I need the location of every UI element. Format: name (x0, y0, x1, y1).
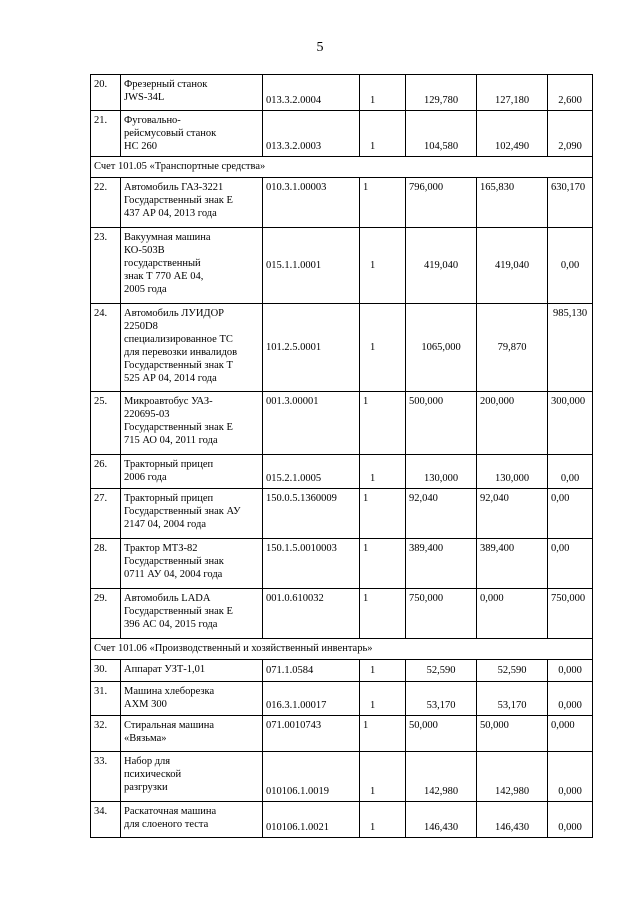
quantity-cell: 1 (360, 802, 406, 838)
depreciation-cell: 165,830 (477, 178, 548, 228)
item-name-cell: Тракторный прицеп 2006 года (121, 455, 263, 489)
book-value-cell: 500,000 (406, 392, 477, 455)
row-number-cell: 32. (91, 716, 121, 752)
residual-value-cell: 300,000 (548, 392, 593, 455)
inventory-code-cell: 013.3.2.0004 (263, 75, 360, 111)
inventory-code-cell: 101.2.5.0001 (263, 304, 360, 392)
quantity-cell: 1 (360, 716, 406, 752)
quantity-cell: 1 (360, 392, 406, 455)
book-value-cell: 750,000 (406, 589, 477, 639)
item-name-cell: Трактор МТЗ-82 Государственный знак 0711 АУ 04, 2004 года (121, 539, 263, 589)
inventory-code-cell: 015.1.1.0001 (263, 228, 360, 304)
depreciation-cell: 200,000 (477, 392, 548, 455)
depreciation-cell: 53,170 (477, 682, 548, 716)
item-name-cell: Фуговально- рейсмусовый станок НС 260 (121, 111, 263, 157)
residual-value-cell: 985,130 (548, 304, 593, 392)
item-name-cell: Автомобиль ГАЗ-3221 Государственный знак Е 437 АР 04, 2013 года (121, 178, 263, 228)
inventory-code-cell: 010.3.1.00003 (263, 178, 360, 228)
item-name-cell: Стиральная машина «Вязьма» (121, 716, 263, 752)
book-value-cell: 52,590 (406, 660, 477, 682)
section-row (91, 639, 593, 660)
row-number-cell: 25. (91, 392, 121, 455)
table-row (91, 660, 593, 682)
quantity-cell: 1 (360, 752, 406, 802)
row-number-cell: 33. (91, 752, 121, 802)
item-name-cell: Машина хлеборезка АХМ 300 (121, 682, 263, 716)
depreciation-cell: 50,000 (477, 716, 548, 752)
residual-value-cell: 0,00 (548, 539, 593, 589)
book-value-cell: 92,040 (406, 489, 477, 539)
row-number-cell: 26. (91, 455, 121, 489)
quantity-cell: 1 (360, 111, 406, 157)
book-value-cell: 419,040 (406, 228, 477, 304)
item-name-cell: Аппарат УЗТ-1,01 (121, 660, 263, 682)
quantity-cell: 1 (360, 489, 406, 539)
depreciation-cell: 102,490 (477, 111, 548, 157)
depreciation-cell: 389,400 (477, 539, 548, 589)
depreciation-cell: 52,590 (477, 660, 548, 682)
depreciation-cell: 146,430 (477, 802, 548, 838)
residual-value-cell: 0,000 (548, 682, 593, 716)
table-row (91, 178, 593, 228)
quantity-cell: 1 (360, 178, 406, 228)
quantity-cell: 1 (360, 75, 406, 111)
table-row (91, 802, 593, 838)
residual-value-cell: 2,090 (548, 111, 593, 157)
row-number-cell: 22. (91, 178, 121, 228)
row-number-cell: 29. (91, 589, 121, 639)
inventory-code-cell: 071.0010743 (263, 716, 360, 752)
table-row (91, 589, 593, 639)
book-value-cell: 129,780 (406, 75, 477, 111)
row-number-cell: 23. (91, 228, 121, 304)
book-value-cell: 1065,000 (406, 304, 477, 392)
item-name-cell: Вакуумная машина КО-503В государственный знак Т 770 АЕ 04, 2005 года (121, 228, 263, 304)
row-number-cell: 28. (91, 539, 121, 589)
table-row (91, 75, 593, 111)
quantity-cell: 1 (360, 660, 406, 682)
quantity-cell: 1 (360, 539, 406, 589)
residual-value-cell: 0,000 (548, 752, 593, 802)
residual-value-cell: 0,00 (548, 455, 593, 489)
row-number-cell: 27. (91, 489, 121, 539)
depreciation-cell: 92,040 (477, 489, 548, 539)
quantity-cell: 1 (360, 304, 406, 392)
inventory-code-cell: 001.0.610032 (263, 589, 360, 639)
book-value-cell: 389,400 (406, 539, 477, 589)
item-name-cell: Автомобиль ЛУИДОР 2250D8 специализированное ТС для перевозки инвалидов Государственный знак Т 525 АР 04, 2014 года (121, 304, 263, 392)
row-number-cell: 30. (91, 660, 121, 682)
table-row (91, 716, 593, 752)
section-title: Счет 101.06 «Производственный и хозяйственный инвентарь» (91, 639, 593, 660)
section-row (91, 157, 593, 178)
section-title: Счет 101.05 «Транспортные средства» (91, 157, 593, 178)
item-name-cell: Тракторный прицеп Государственный знак АУ 2147 04, 2004 года (121, 489, 263, 539)
table-row (91, 228, 593, 304)
book-value-cell: 142,980 (406, 752, 477, 802)
inventory-code-cell: 071.1.0584 (263, 660, 360, 682)
item-name-cell: Раскаточная машина для слоеного теста (121, 802, 263, 838)
row-number-cell: 34. (91, 802, 121, 838)
residual-value-cell: 750,000 (548, 589, 593, 639)
inventory-code-cell: 015.2.1.0005 (263, 455, 360, 489)
depreciation-cell: 79,870 (477, 304, 548, 392)
residual-value-cell: 0,000 (548, 802, 593, 838)
inventory-code-cell: 013.3.2.0003 (263, 111, 360, 157)
residual-value-cell: 0,000 (548, 716, 593, 752)
residual-value-cell: 630,170 (548, 178, 593, 228)
quantity-cell: 1 (360, 228, 406, 304)
book-value-cell: 796,000 (406, 178, 477, 228)
item-name-cell: Фрезерный станок JWS-34L (121, 75, 263, 111)
inventory-table (90, 74, 593, 838)
table-row (91, 392, 593, 455)
table-row (91, 682, 593, 716)
page-number: 5 (316, 40, 324, 55)
row-number-cell: 20. (91, 75, 121, 111)
item-name-cell: Набор для психической разгрузки (121, 752, 263, 802)
table-row (91, 111, 593, 157)
table-row (91, 752, 593, 802)
item-name-cell: Микроавтобус УАЗ- 220695-03 Государственный знак Е 715 АО 04, 2011 года (121, 392, 263, 455)
book-value-cell: 104,580 (406, 111, 477, 157)
quantity-cell: 1 (360, 589, 406, 639)
row-number-cell: 31. (91, 682, 121, 716)
book-value-cell: 50,000 (406, 716, 477, 752)
depreciation-cell: 142,980 (477, 752, 548, 802)
table-row (91, 455, 593, 489)
table-row (91, 539, 593, 589)
inventory-code-cell: 010106.1.0021 (263, 802, 360, 838)
depreciation-cell: 419,040 (477, 228, 548, 304)
table-row (91, 489, 593, 539)
row-number-cell: 24. (91, 304, 121, 392)
row-number-cell: 21. (91, 111, 121, 157)
quantity-cell: 1 (360, 682, 406, 716)
book-value-cell: 146,430 (406, 802, 477, 838)
residual-value-cell: 0,00 (548, 489, 593, 539)
inventory-code-cell: 016.3.1.00017 (263, 682, 360, 716)
inventory-code-cell: 001.3.00001 (263, 392, 360, 455)
item-name-cell: Автомобиль LADA Государственный знак Е 396 АС 04, 2015 года (121, 589, 263, 639)
residual-value-cell: 2,600 (548, 75, 593, 111)
depreciation-cell: 130,000 (477, 455, 548, 489)
quantity-cell: 1 (360, 455, 406, 489)
depreciation-cell: 0,000 (477, 589, 548, 639)
inventory-code-cell: 010106.1.0019 (263, 752, 360, 802)
book-value-cell: 130,000 (406, 455, 477, 489)
depreciation-cell: 127,180 (477, 75, 548, 111)
table-row (91, 304, 593, 392)
residual-value-cell: 0,000 (548, 660, 593, 682)
inventory-code-cell: 150.0.5.1360009 (263, 489, 360, 539)
inventory-code-cell: 150.1.5.0010003 (263, 539, 360, 589)
book-value-cell: 53,170 (406, 682, 477, 716)
residual-value-cell: 0,00 (548, 228, 593, 304)
